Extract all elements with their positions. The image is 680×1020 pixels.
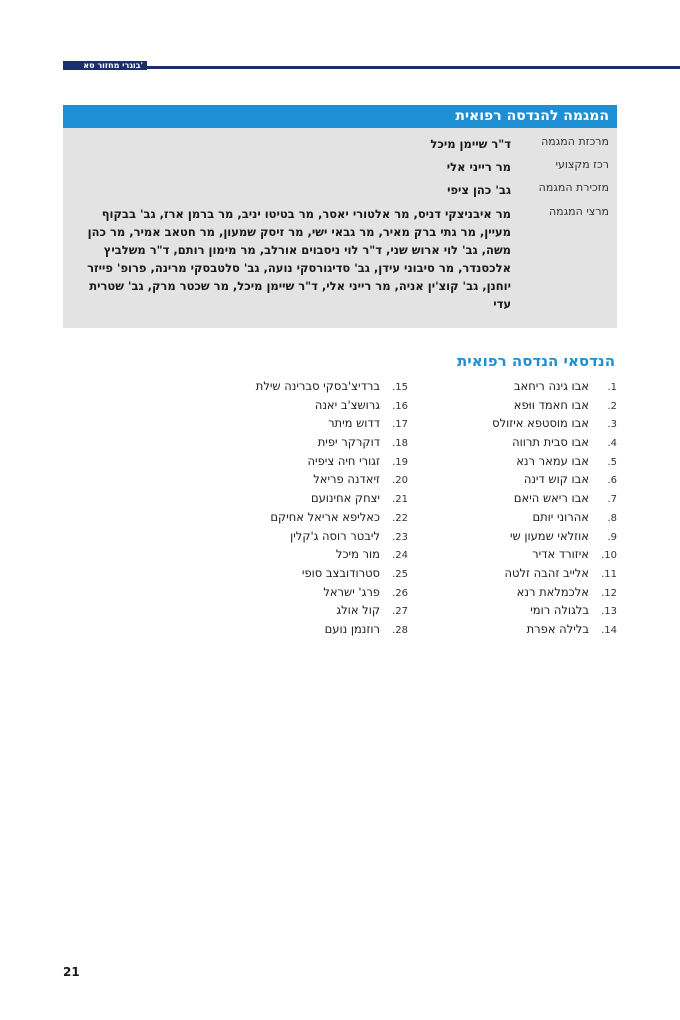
list-item: 23.ליבטר רוסה ג'קלין [290,528,408,543]
row-label: רכז מקצועי [555,158,609,171]
header-tag: בוגרי מחזור סא' [63,61,147,70]
row-value: ד"ר שיימן מיכל [430,137,511,151]
list-item: 19.זגורי חיה ציפיה [307,453,408,468]
row-label: מרצי המגמה [548,205,609,218]
list-item: 12.אלכמלאת רנא [516,584,617,599]
list-item: 28.רוזנמן נועם [324,621,408,636]
list-item: 9.אוזלאי שמעון שי [509,528,617,543]
list-item: 10.איזורד אדיר [532,547,617,562]
list-item: 21.יצחק אחינועם [310,491,408,506]
graduates-list-right [437,377,617,639]
list-item: 18.דוקרקר יפית [317,435,408,450]
list-item: 4.אבו סבית תרווה [512,435,617,450]
row-value: מר רייני אלי [446,160,511,174]
list-item: 24.מור מיכל [335,547,408,562]
committee-box [63,105,617,328]
graduates-title: הנדסאי הנדסה רפואית [457,352,615,370]
row-value: גב' כהן ציפי [447,183,511,197]
row-label: מרכזת המגמה [541,135,609,148]
committee-title: המגמה להנדסה רפואית [63,105,617,128]
list-item: 27.קול אולג [336,603,408,618]
list-item: 22.כאליפא אריאל אחיקם [270,509,408,524]
graduates-list-left [228,377,408,639]
list-item: 14.בלילה אפרת [526,621,617,636]
header-bar [63,61,680,70]
list-item: 2.אבו חאמד ווּפא [513,397,617,412]
list-item: 20.זיאדנה פריאל [313,472,408,487]
list-item: 7.אבו ריאש היאם [513,491,617,506]
page-number: 21 [63,965,80,979]
list-item: 3.אבו מוסטפא איזולס [492,416,617,431]
list-item: 25.סטרודובצב סופי [301,565,408,580]
list-item: 8.אהרוני יותם [532,509,617,524]
row-value: מר איבניצקי דניס, מר אלטורי יאסר, מר בטיטו יניב, מר ברמן ארז, גב' בבקוף מעיין, מר גתי ברק מאיר, מר גבאי ישי, מר זיסק שמעון, מר חטאב אמיר, מר כהן משה, גב' לוי ארוש שני, ד"ר לוי ניסבוים אורלב, מר מימון רותם, ד"ר משלביץ אלכסנדר, מר סיבוני עידן, גב' סדיגורסקי נועה, גב' סלטבסקי מרינה, פרופ' פייזר יוחנן, גב' קוצ'ין אניה, מר רייני אלי, ד"ר שיימן מיכל, מר שכטר מרק, גב' שטרית עדי [87,207,511,311]
header-rule [63,66,680,69]
list-item: 5.אבו עמאר רנא [516,453,617,468]
list-item: 15.ברדיצ'בסקי סברינה שילת [255,379,408,393]
list-item: 6.אבו קוש דינה [523,472,617,487]
list-item: 11.אלייב זהבה זלטה [504,565,617,580]
list-item: 16.גרושצ'ב יאנה [314,397,408,412]
row-label: מזכירת המגמה [538,181,609,194]
list-item: 17.דדוש מיתר [328,416,408,431]
list-item: 13.בלגולה רומי [530,603,617,618]
list-item: 1.אבו גינה ריחאב [513,379,617,393]
list-item: 26.פרג' ישראל [323,584,408,599]
